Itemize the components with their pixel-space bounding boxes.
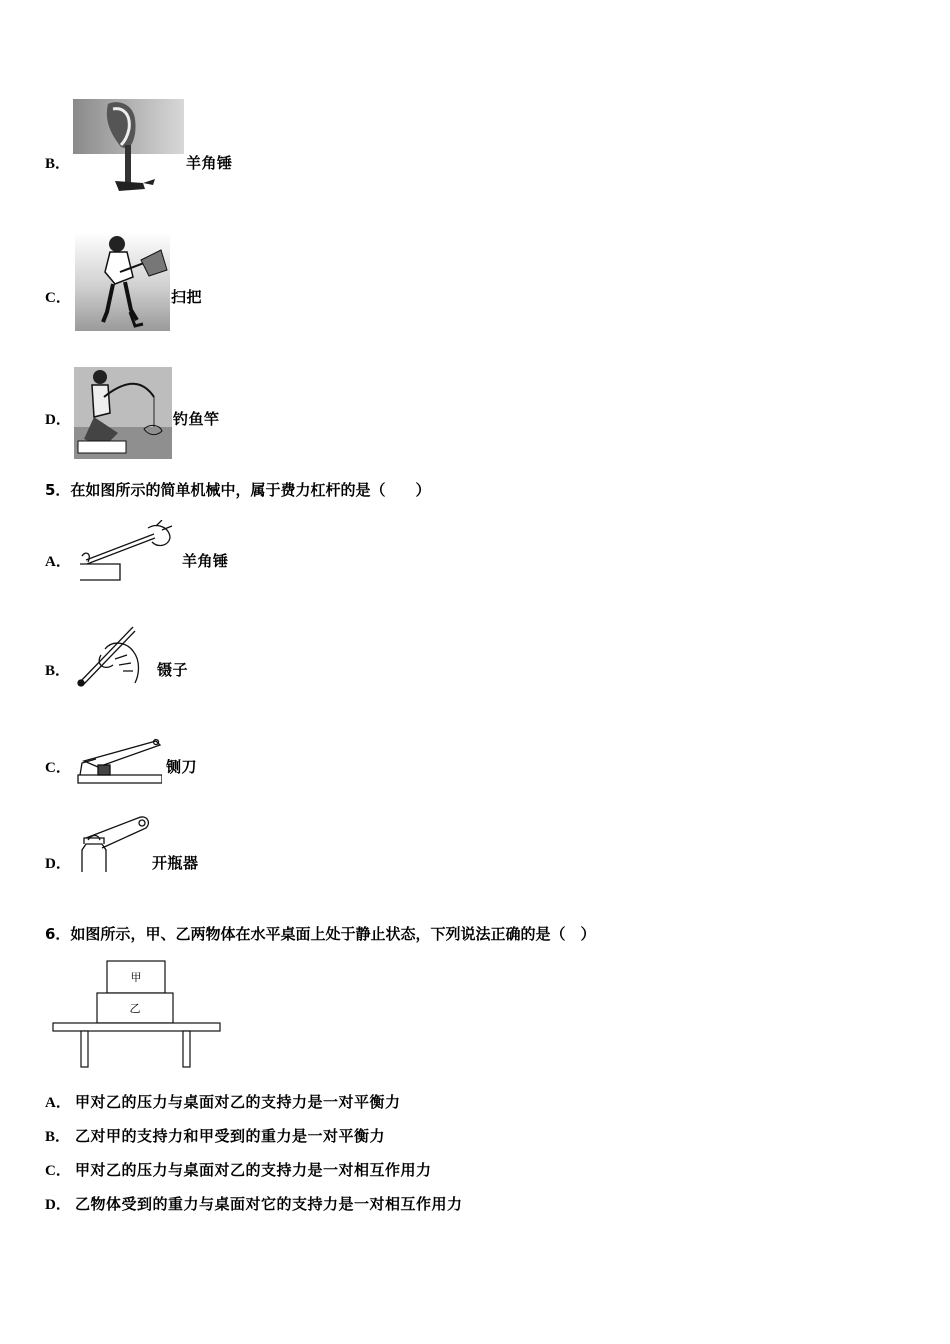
option-name: 扫把 <box>171 288 203 306</box>
option-name: 铡刀 <box>166 758 198 776</box>
option-letter: D． <box>45 412 71 428</box>
option-name: 钓鱼竿 <box>173 410 220 428</box>
option-letter: B． <box>45 156 71 172</box>
question-5-stem: 5．在如图所示的简单机械中，属于费力杠杆的是（ ） <box>45 481 431 499</box>
fishing-rod-photo-icon <box>74 367 172 459</box>
option-letter: C． <box>45 290 71 306</box>
hammer-photo-icon <box>73 99 184 197</box>
tweezers-sketch-icon <box>75 625 155 689</box>
option-name: 羊角锤 <box>182 552 229 570</box>
option-letter: A． <box>45 1095 71 1111</box>
option-text: 甲对乙的压力与桌面对乙的支持力是一对相互作用力 <box>75 1161 432 1179</box>
question-6-stem: 6．如图所示，甲、乙两物体在水平桌面上处于静止状态，下列说法正确的是（ ） <box>45 925 596 943</box>
block-yi-label: 乙 <box>129 1002 141 1015</box>
block-jia-label: 甲 <box>130 971 142 984</box>
option-text: 乙物体受到的重力与桌面对它的支持力是一对相互作用力 <box>75 1195 463 1213</box>
option-letter: A． <box>45 554 71 570</box>
option-name: 开瓶器 <box>152 854 199 872</box>
option-letter: B． <box>45 663 71 679</box>
option-text: 乙对甲的支持力和甲受到的重力是一对平衡力 <box>75 1127 386 1145</box>
option-letter: C． <box>45 1163 71 1179</box>
option-letter: D． <box>45 1197 71 1213</box>
option-name: 羊角锤 <box>186 154 233 172</box>
option-letter: B． <box>45 1129 71 1145</box>
broom-photo-icon <box>75 232 170 331</box>
table-with-blocks-figure <box>52 959 222 1069</box>
claw-hammer-sketch-icon <box>78 520 175 584</box>
option-name: 镊子 <box>157 661 189 679</box>
bottle-opener-sketch-icon <box>78 814 152 872</box>
option-text: 甲对乙的压力与桌面对乙的支持力是一对平衡力 <box>75 1093 401 1111</box>
option-letter: D． <box>45 856 71 872</box>
option-letter: C． <box>45 760 71 776</box>
guillotine-cutter-sketch-icon <box>76 737 162 787</box>
